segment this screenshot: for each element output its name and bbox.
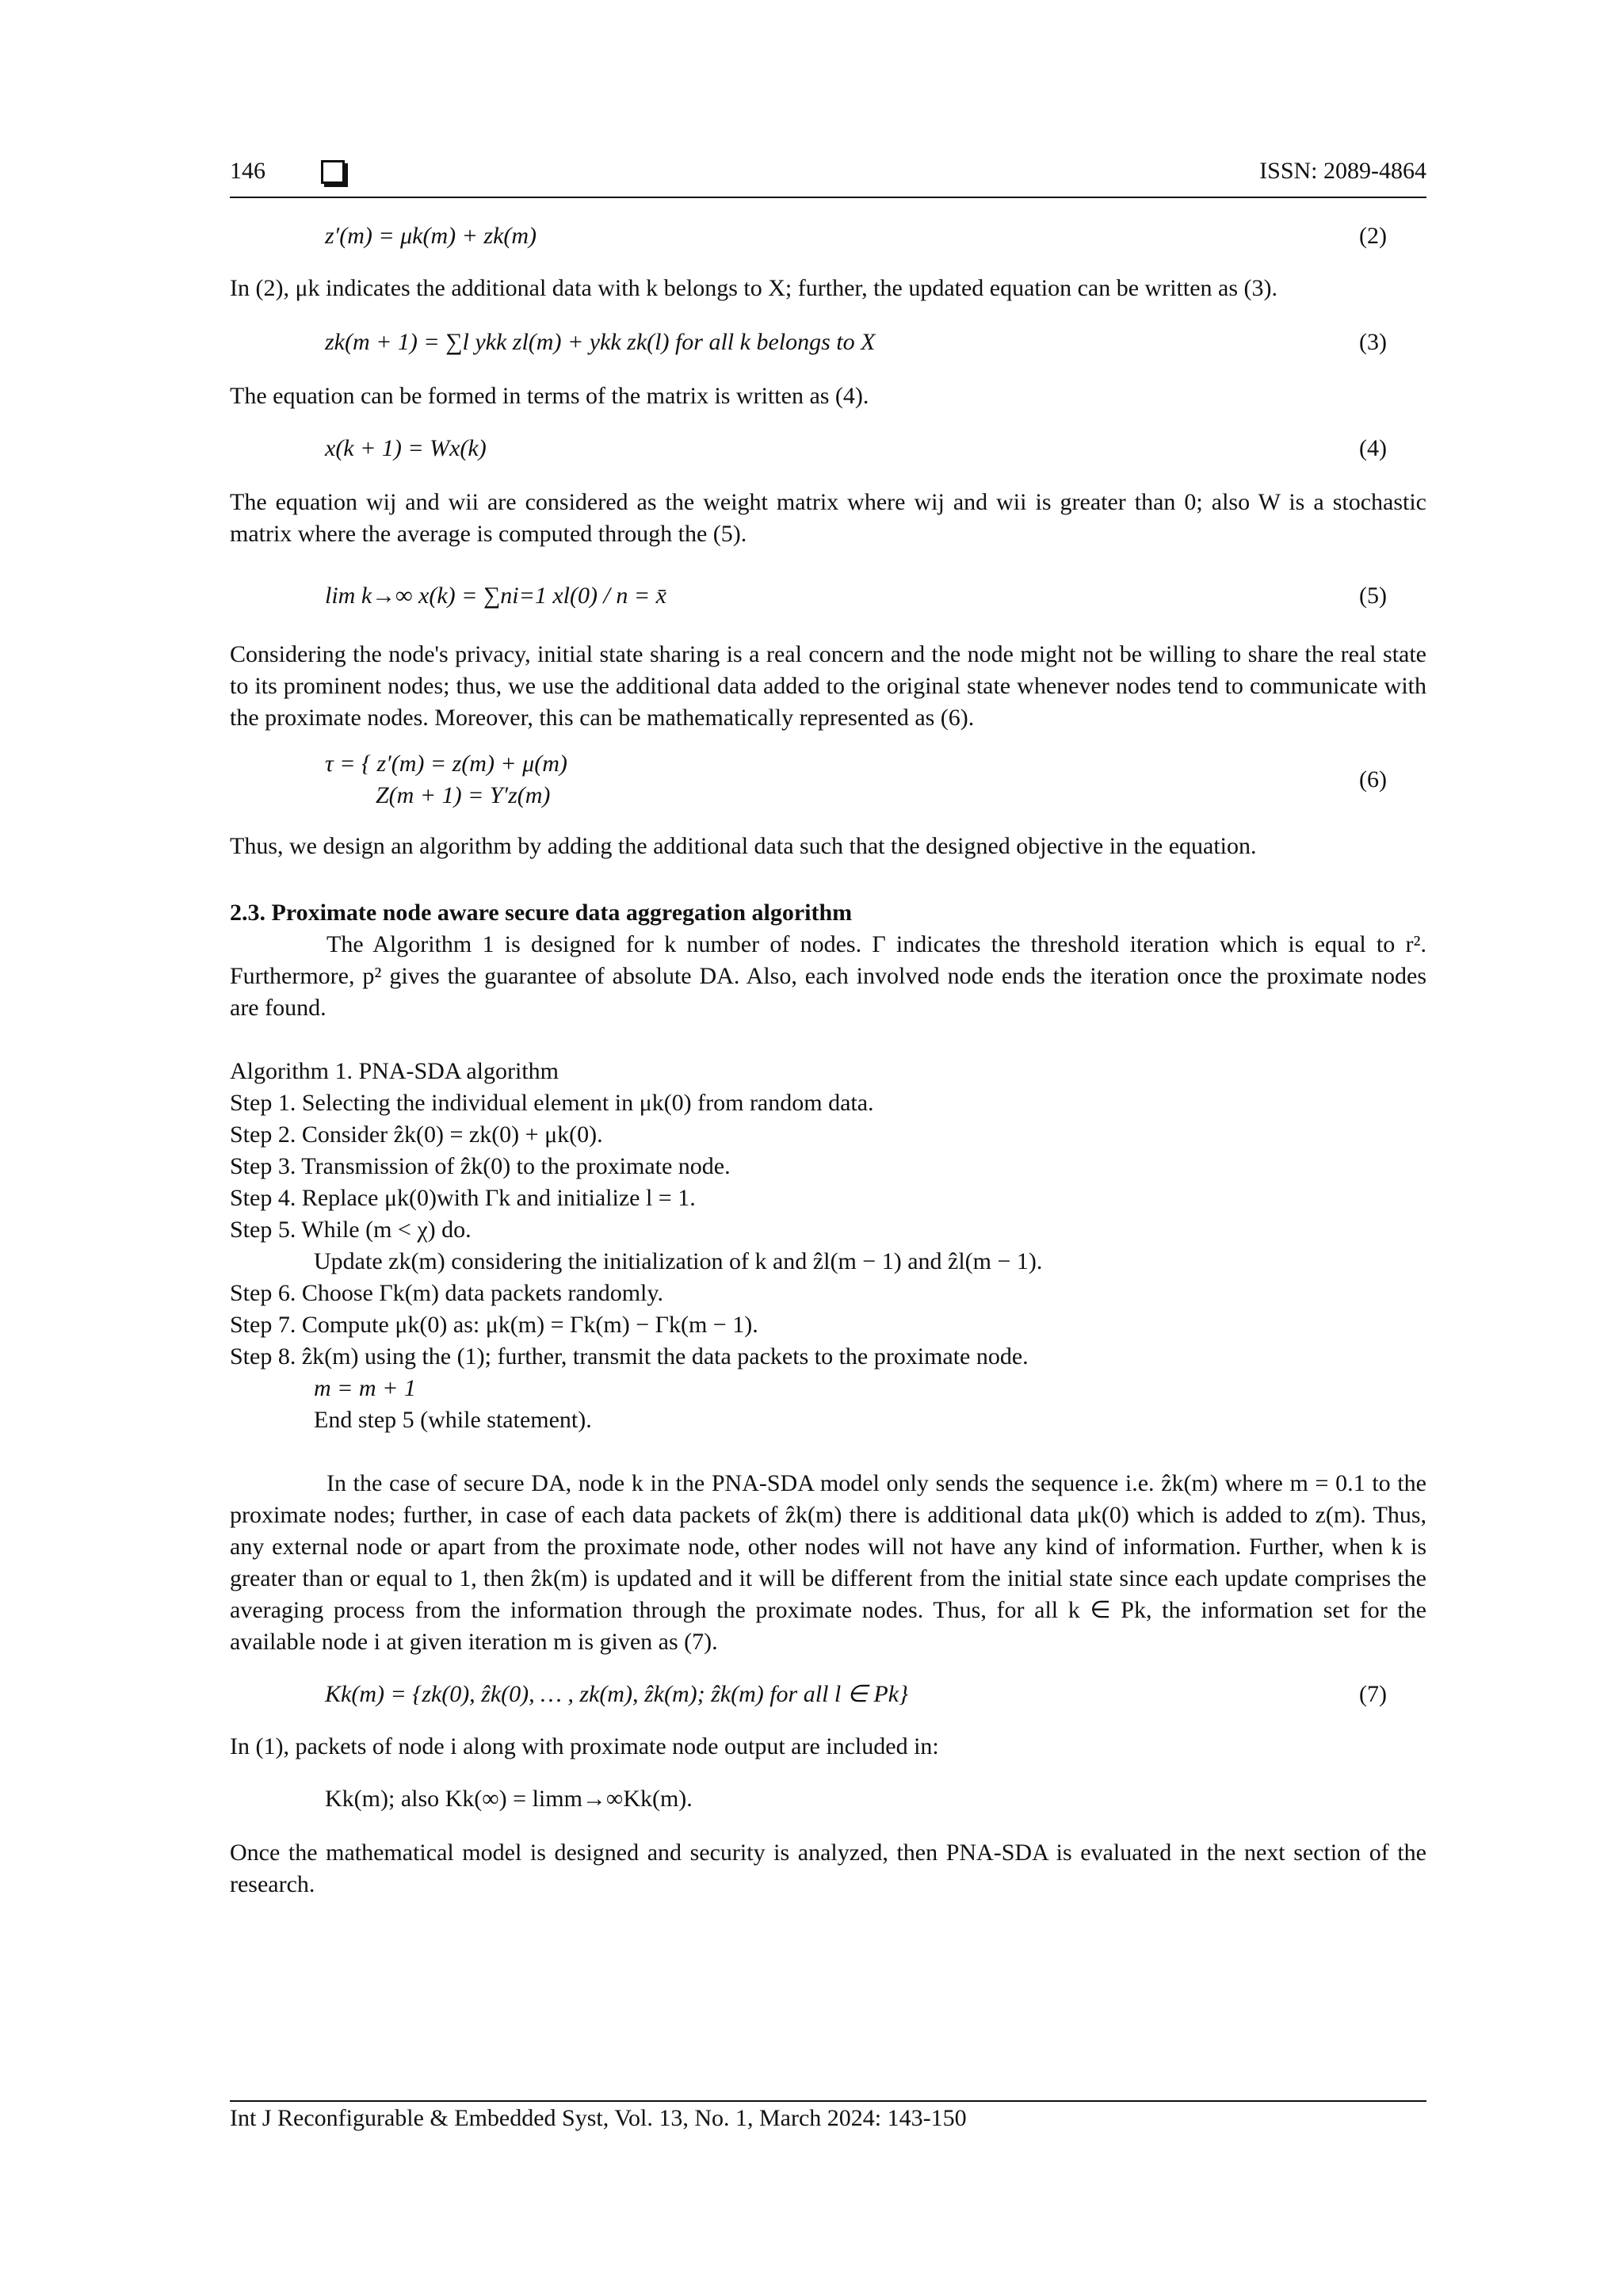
equation-6-lhs: τ = { [325,751,371,777]
checkbox-square-icon [321,160,345,184]
algorithm-line: Update zk(m) considering the initialization of k and ẑl(m − 1) and ẑl(m − 1). [314,1248,1043,1274]
equation-2 [230,220,1426,252]
equation-3 [230,327,1426,358]
equation-5-body: lim k→∞ x(k) = ∑ni=1 xl(0) / n = x̄ [325,583,666,609]
algorithm-line: m = m + 1 [314,1375,416,1401]
algorithm-block [230,1056,1426,1436]
equation-8-body: Kk(m); also Kk(∞) = limm→∞Kk(m). [325,1786,693,1812]
equation-8 [230,1783,1426,1815]
paragraph-3: The equation wij and wii are considered as the weight matrix where wij and wii is greater than 0; also W is a stochastic matrix where the average is computed through the (5). [230,489,1426,547]
algorithm-line: Step 3. Transmission of ẑk(0) to the proximate node. [230,1153,731,1179]
algorithm-line: Step 8. ẑk(m) using the (1); further, transmit the data packets to the proximate node. [230,1343,1029,1370]
equation-4 [230,433,1426,464]
equation-3-number: (3) [1359,329,1387,355]
equation-6-body [325,748,567,812]
issn: ISSN: 2089-4864 [1259,158,1426,184]
paragraph-6: In the case of secure DA, node k in the PNA-SDA model only sends the sequence i.e. ẑk(m) where m = 0.1 to the proximate nodes; further, in case of each data packets of ẑk(m) there is additional data μk(0) which is added to z(m). Thus, any external node or apart from the proximate node, other nodes will not have any kind of information. Further, when k is greater than or equal to 1, then ẑk(m) is updated and it will be different from the initial state since each update comprises the averaging process from the information through the proximate nodes. Thus, for all k ∈ Pk, the information set for the available node i at given iteration m is given as (7). [230,1470,1426,1655]
equation-3-body: zk(m + 1) = ∑l ykk zl(m) + ykk zk(l) for all k belongs to X [325,329,876,355]
paragraph-7: In (1), packets of node i along with proximate node output are included in: [230,1733,939,1759]
section-heading: 2.3. Proximate node aware secure data aggregation algorithm [230,900,853,926]
algorithm-line: Step 1. Selecting the individual element in μk(0) from random data. [230,1090,874,1116]
equation-5 [230,564,1426,628]
algorithm-line: Step 7. Compute μk(0) as: μk(m) = Γk(m) − Γk(m − 1). [230,1312,758,1338]
page-header [230,155,1426,198]
journal-citation: Int J Reconfigurable & Embedded Syst, Vol. 13, No. 1, March 2024: 143-150 [230,2105,967,2131]
equation-7 [230,1679,1426,1710]
paper-page [230,155,1426,1901]
section-paragraph: The Algorithm 1 is designed for k number of nodes. Γ indicates the threshold iteration which is equal to r². Furthermore, p² gives the guarantee of absolute DA. Also, each involved node ends the iteration once the proximate nodes are found. [230,931,1426,1021]
page-footer [230,2100,1426,2132]
equation-7-body: Kk(m) = {zk(0), ẑk(0), … , zk(m), ẑk(m); ẑk(m) for all l ∈ Pk} [325,1681,909,1707]
algorithm-line: Step 2. Consider ẑk(0) = zk(0) + μk(0). [230,1121,603,1148]
algorithm-line: Step 6. Choose Γk(m) data packets randomly. [230,1280,663,1306]
equation-2-number: (2) [1359,223,1387,249]
algorithm-title: Algorithm 1. PNA-SDA algorithm [230,1058,559,1084]
paragraph-8: Once the mathematical model is designed and security is analyzed, then PNA-SDA is evaluated in the next section of the research. [230,1839,1426,1897]
paragraph-4: Considering the node's privacy, initial state sharing is a real concern and the node might not be willing to share the real state to its prominent nodes; thus, we use the additional data added to the original state whenever nodes tend to communicate with the proximate nodes. Moreover, this can be mathematically represented as (6). [230,641,1426,731]
equation-5-number: (5) [1359,583,1387,609]
equation-6-line-2: Z(m + 1) = Y′z(m) [376,782,551,808]
equation-4-body: x(k + 1) = Wx(k) [325,435,487,461]
equation-4-number: (4) [1359,435,1387,461]
equation-6-number: (6) [1359,766,1387,793]
equation-7-number: (7) [1359,1681,1387,1707]
paragraph-2: The equation can be formed in terms of the matrix is written as (4). [230,383,869,409]
algorithm-line: Step 5. While (m < χ) do. [230,1217,472,1243]
equation-6 [230,748,1426,812]
equation-6-line-1: z′(m) = z(m) + μ(m) [376,751,567,777]
page-number: 146 [230,158,265,184]
algorithm-line: Step 4. Replace μk(0)with Γk and initialize l = 1. [230,1185,696,1211]
paragraph-5: Thus, we design an algorithm by adding the additional data such that the designed objective in the equation. [230,833,1257,859]
algorithm-line: End step 5 (while statement). [314,1407,592,1433]
equation-2-body: z′(m) = μk(m) + zk(m) [325,223,537,249]
paragraph-1: In (2), μk indicates the additional data with k belongs to X; further, the updated equation can be written as (3). [230,275,1277,301]
